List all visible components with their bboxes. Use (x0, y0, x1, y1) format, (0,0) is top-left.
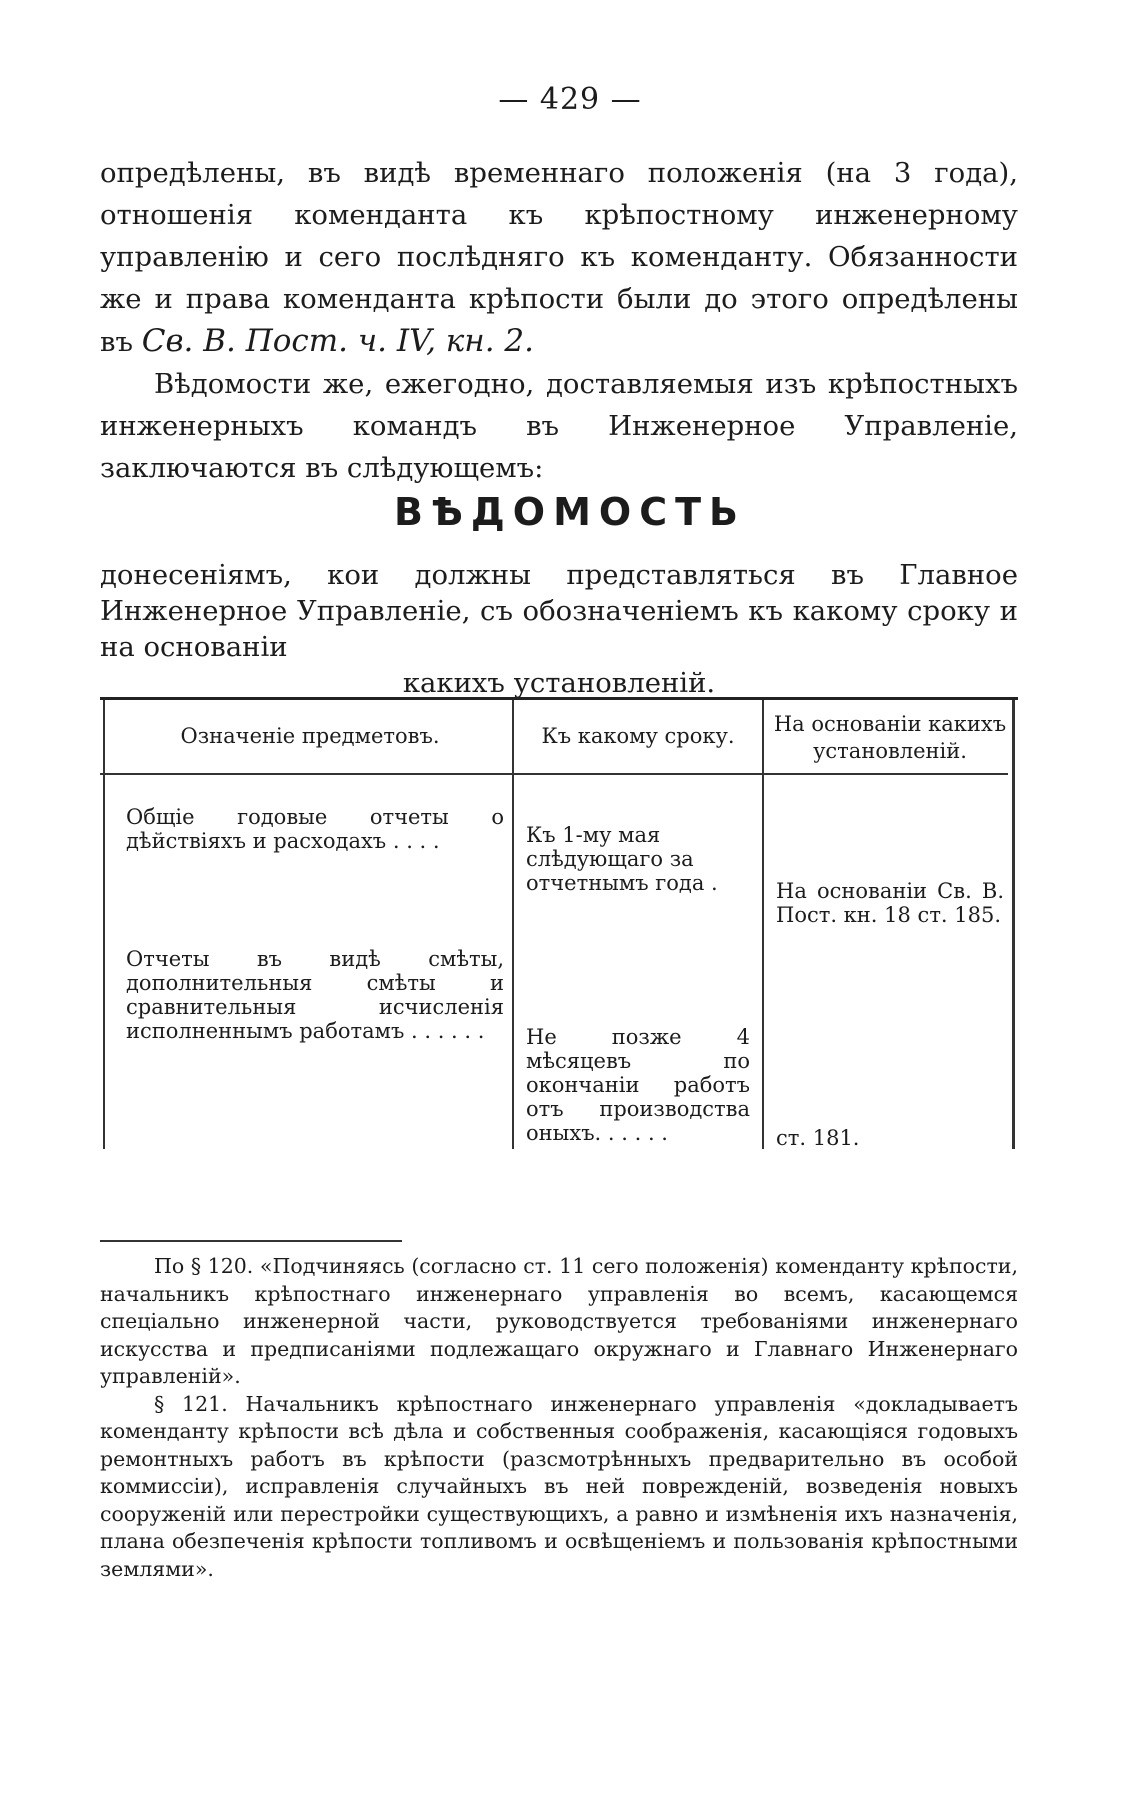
table-header-rule (100, 773, 1008, 775)
footnote-121: § 121. Начальникъ крѣпостнаго инженернаго управленія «докладываетъ коменданту крѣпости всѣ дѣла и собственныя соображенія, касающіяся годовыхъ ремонтныхъ работъ въ крѣпости (разсмотрѣнныхъ предварительно въ особой коммиссіи), исправленія случайныхъ въ ней поврежденій, возведенія новыхъ сооруженій или перестройки существующихъ, а равно и измѣненія ихъ назначенія, плана обезпеченія крѣпости топливомъ и освѣщеніемъ и пользованія крѣпостными землями». (100, 1391, 1018, 1581)
table-row-1-term: Къ 1-му мая слѣдующаго за отчетнымъ года . (526, 823, 718, 895)
table-column-divider-2 (762, 700, 764, 1149)
paragraph-1-text: опредѣлены, въ видѣ временнаго положенія (на 3 года), отношенія коменданта къ крѣпостному инженерному управленію и сего послѣдняго къ коменданту. Обязанности же и права коменданта крѣпости были до этого опредѣлены въ (100, 157, 1018, 358)
footnote-rule (100, 1240, 402, 1242)
table-row-1-subject: Общіе годовые отчеты о дѣйствіяхъ и расходахъ . . . . (126, 805, 504, 853)
paragraph-1 (100, 152, 1018, 363)
body-text (100, 152, 1018, 489)
table-border-left (103, 700, 105, 1149)
table-row-2-basis: ст. 181. (776, 1126, 860, 1150)
table-border-right (1012, 700, 1015, 1149)
table-header-term: Къ какому сроку. (541, 724, 735, 748)
table-row-2-term: Не позже 4 мѣсяцевъ по окончаніи работъ отъ производства оныхъ. . . . . . (526, 1025, 750, 1145)
page-number: — 429 — (498, 82, 642, 117)
footnotes (100, 1253, 1018, 1583)
subtitle-line-2: какихъ установленій. (402, 667, 716, 699)
footnote-120: По § 120. «Подчиняясь (согласно ст. 11 сего положенія) коменданту крѣпости, начальникъ крѣпостнаго инженернаго управленія во всемъ, касающемся спеціально инженерной части, руководствуется требованіями инженернаго искусства и предписаніями подлежащаго окружнаго и Главнаго Инженернаго управленій». (100, 1254, 1018, 1388)
table-row-1-basis: На основаніи Св. В. Пост. кн. 18 ст. 185. (776, 879, 1004, 927)
subtitle-line-1: донесеніямъ, кои должны представляться въ Главное Инженерное Управленіе, съ обозначеніемъ къ какому сроку и на основаніи (100, 559, 1018, 663)
table-column-divider-1 (512, 700, 514, 1149)
table-top-rule (100, 697, 1018, 700)
heading-subtitle (100, 557, 1018, 701)
paragraph-2: Вѣдомости же, ежегодно, доставляемыя изъ крѣпостныхъ инженерныхъ командъ въ Инженерное Управленіе, заключаются въ слѣдующемъ: (100, 368, 1018, 484)
statute-reference: Св. В. Пост. ч. IV, кн. 2. (141, 323, 534, 359)
document-heading: ВѢДОМОСТЬ (394, 490, 746, 534)
table-header-subject: Означеніе предметовъ. (180, 724, 440, 748)
table-header-basis: На основаніи какихъ установленій. (773, 712, 1007, 763)
table-row-2-subject: Отчеты въ видѣ смѣты, дополнительныя смѣты и сравнительныя исчисленія исполненнымъ работамъ . . . . . . (126, 947, 504, 1043)
reports-table (100, 697, 1018, 1149)
